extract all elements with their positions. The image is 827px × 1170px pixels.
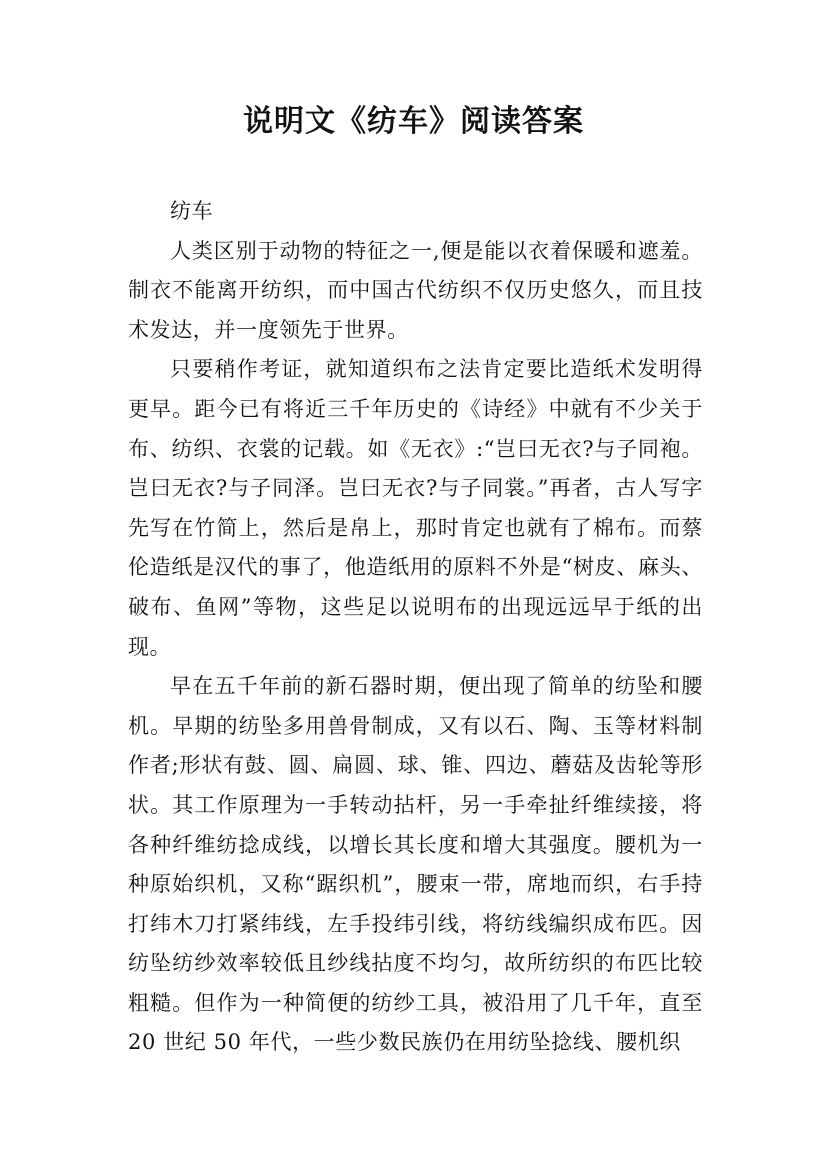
section-heading: 纺车 bbox=[170, 199, 214, 223]
paragraph: 人类区别于动物的特征之一,便是能以衣着保暖和遮羞。制衣不能离开纺织，而中国古代纺织不仅历史悠久，而且技术发达，并一度领先于世界。 bbox=[128, 238, 703, 342]
document-body bbox=[128, 192, 703, 1063]
paragraph: 只要稍作考证，就知道织布之法肯定要比造纸术发明得更早。距今已有将近三千年历史的《诗经》中就有不少关于布、纺织、衣裳的记载。如《无衣》:“岂曰无衣?与子同袍。岂曰无衣?与子同泽。岂曰无衣?与子同裳。”再者，古人写字先写在竹简上，然后是帛上，那时肯定也就有了棉布。而蔡伦造纸是汉代的事了，他造纸用的原料不外是“树皮、麻头、破布、鱼网”等物，这些足以说明布的出现远远早于纸的出现。 bbox=[128, 357, 703, 659]
paragraph: 早在五千年前的新石器时期，便出现了简单的纺坠和腰机。早期的纺坠多用兽骨制成，又有以石、陶、玉等材料制作者;形状有鼓、圆、扁圆、球、锥、四边、蘑菇及齿轮等形状。其工作原理为一手转动拈杆，另一手牵扯纤维续接，将各种纤维纺捻成线，以增长其长度和增大其强度。腰机为一种原始织机，又称“踞织机”，腰束一带，席地而织，右手持打纬木刀打紧纬线，左手投纬引线，将纺线编织成布匹。因纺坠纺纱效率较低且纱线拈度不均匀，故所纺织的布匹比较粗糙。但作为一种简便的纺纱工具，被沿用了几千年，直至 20 世纪 50 年代，一些少数民族仍在用纺坠捻线、腰机织 bbox=[128, 674, 703, 1055]
document-title: 说明文《纺车》阅读答案 bbox=[243, 104, 584, 139]
